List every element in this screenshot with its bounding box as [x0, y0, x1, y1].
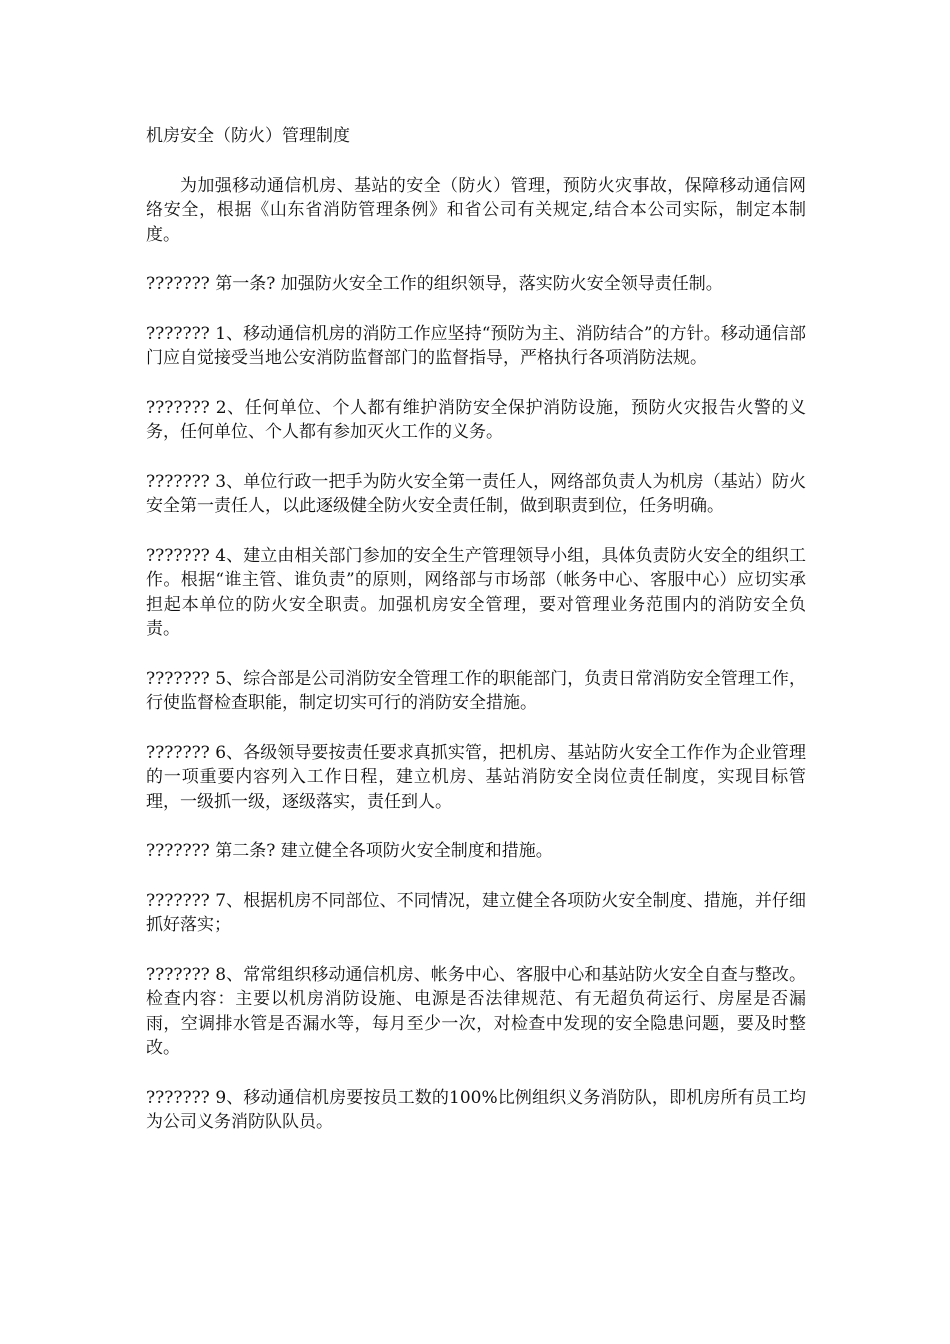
paragraph-article-1: ??????? 第一条? 加强防火安全工作的组织领导，落实防火安全领导责任制。 [146, 274, 723, 294]
paragraph-item-5: ??????? 5、综合部是公司消防安全管理工作的职能部门，负责日常消防安全管理工作，行使监督检查职能，制定切实可行的消防安全措施。 [146, 668, 806, 713]
paragraph-item-9: ??????? 9、移动通信机房要按员工数的100%比例组织义务消防队，即机房所有员工均为公司义务消防队队员。 [146, 1087, 806, 1132]
paragraph-item-7: ??????? 7、根据机房不同部位、不同情况，建立健全各项防火安全制度、措施，并仔细抓好落实； [146, 890, 806, 935]
paragraph-item-8: ??????? 8、常常组织移动通信机房、帐务中心、客服中心和基站防火安全自查与整改。检查内容：主要以机房消防设施、电源是否法律规范、有无超负荷运行、房屋是否漏雨，空调排水管是否漏水等，每月至少一次，对检查中发现的安全隐患问题，要及时整改。 [146, 964, 806, 1058]
paragraph-item-1: ??????? 1、移动通信机房的消防工作应坚持“预防为主、消防结合”的方针。移动通信部门应自觉接受当地公安消防监督部门的监督指导，严格执行各项消防法规。 [146, 323, 806, 368]
paragraph-item-2: ??????? 2、任何单位、个人都有维护消防安全保护消防设施，预防火灾报告火警的义务，任何单位、个人都有参加灭火工作的义务。 [146, 397, 806, 442]
paragraph-item-3: ??????? 3、单位行政一把手为防火安全第一责任人，网络部负责人为机房（基站）防火安全第一责任人，以此逐级健全防火安全责任制，做到职责到位，任务明确。 [146, 471, 806, 516]
paragraph-article-2: ??????? 第二条? 建立健全各项防火安全制度和措施。 [146, 841, 553, 861]
paragraph-item-4: ??????? 4、建立由相关部门参加的安全生产管理领导小组，具体负责防火安全的组织工作。根据“谁主管、谁负责”的原则，网络部与市场部（帐务中心、客服中心）应切实承担起本单位的防火安全职责。加强机房安全管理，要对管理业务范围内的消防安全负责。 [146, 545, 806, 639]
document-body [146, 124, 806, 1160]
paragraph-item-6: ??????? 6、各级领导要按责任要求真抓实管，把机房、基站防火安全工作作为企业管理的一项重要内容列入工作日程，建立机房、基站消防安全岗位责任制度，实现目标管理，一级抓一级，逐级落实，责任到人。 [146, 742, 806, 812]
document-title: 机房安全（防火）管理制度 [146, 126, 350, 146]
paragraph-intro: 为加强移动通信机房、基站的安全（防火）管理，预防火灾事故，保障移动通信网络安全，根据《山东省消防管理条例》和省公司有关规定,结合本公司实际，制定本制度。 [146, 175, 806, 245]
